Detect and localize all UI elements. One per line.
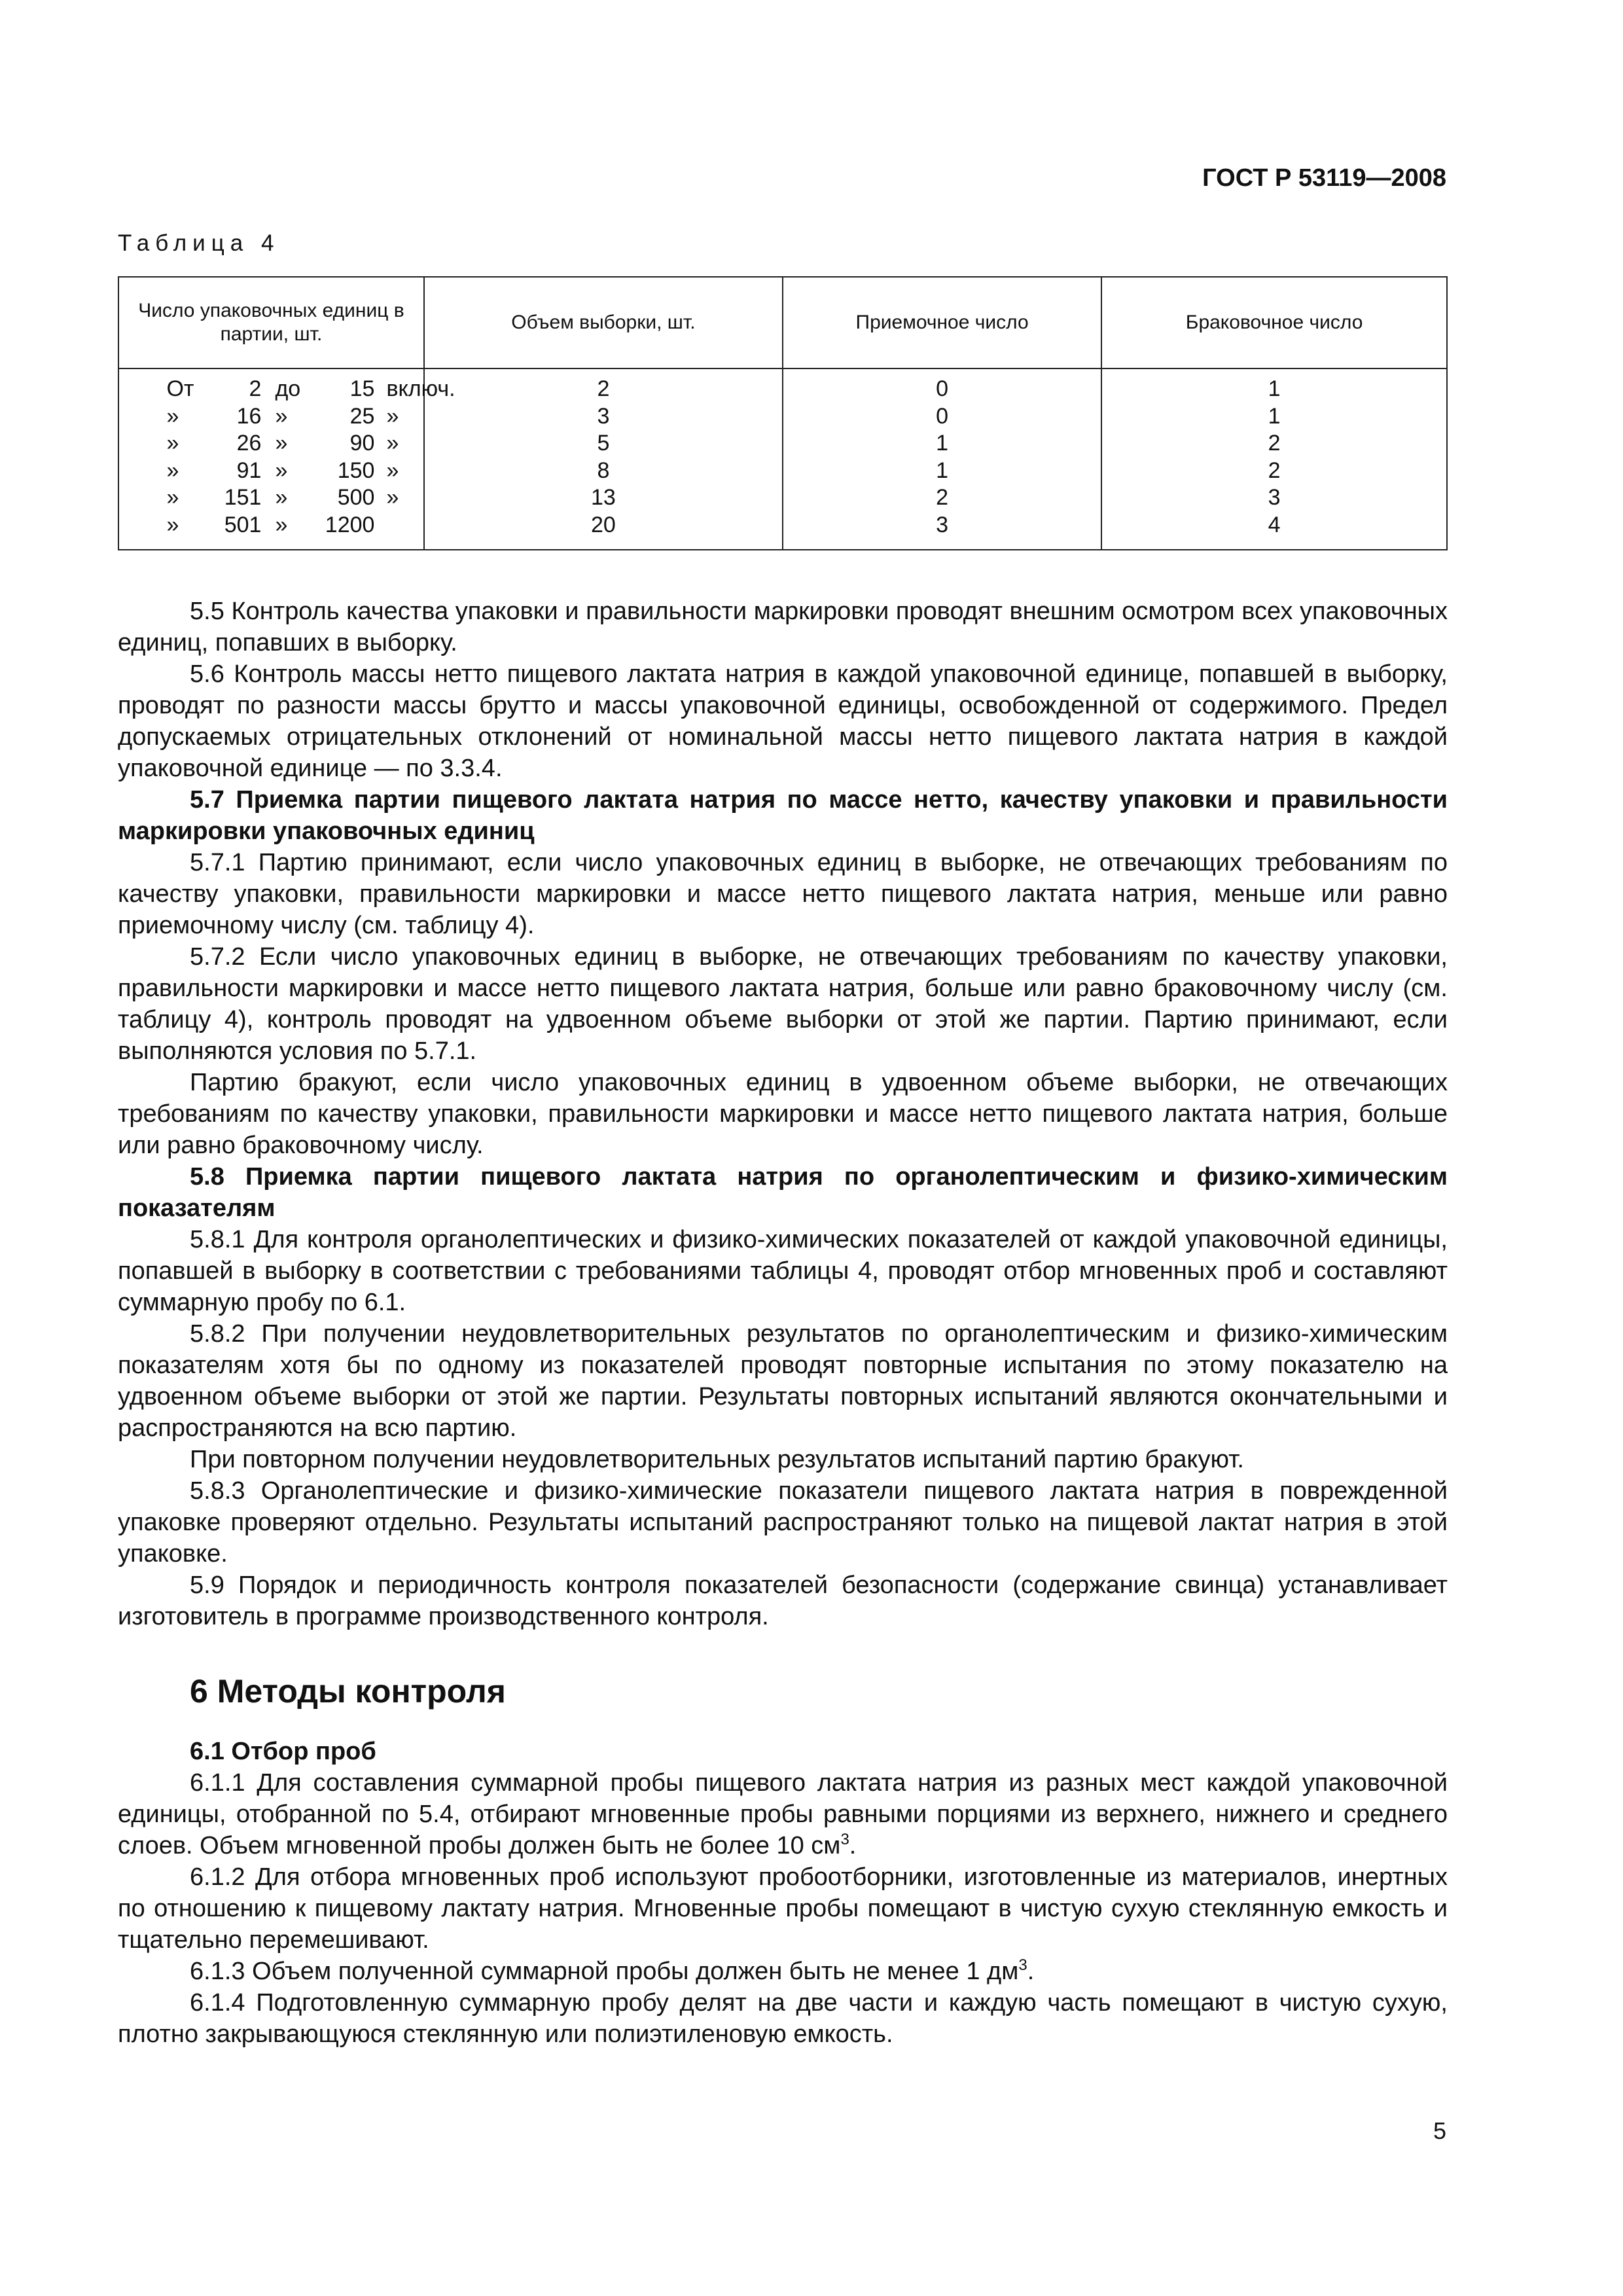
lot-suffix: » [386, 403, 399, 429]
lot-to: 150 [337, 457, 375, 483]
paragraph-5-7-2: 5.7.2 Если число упаковочных единиц в выборке, не отвечающих требованиям по качеству упаковки, правильности маркировки и массе нетто пищевого лактата натрия, больше или равно браковочному числу (см. таблицу 4), контроль проводят на удвоенном объеме выборки от этой же партии. Партию принимают, если выполняются условия по 5.7.1. [118, 943, 1448, 1065]
paragraph-5-7-2-reject: Партию бракуют, если число упаковочных единиц в удвоенном объеме выборки, не отвечающих требованиям по качеству упаковки, правильности маркировки и массе нетто пищевого лактата натрия, больше или равно браковочному числу. [118, 1069, 1448, 1159]
lot-suffix: включ. [386, 376, 455, 401]
table-header-sample-size: Объем выборки, шт. [424, 277, 783, 368]
paragraph-6-1-4: 6.1.4 Подготовленную суммарную пробу делят на две части и каждую часть помещают в чистую сухую, плотно закрывающуюся стеклянную или полиэтиленовую емкость. [118, 1989, 1448, 2048]
sample-size-value: 2 [597, 376, 610, 401]
table-header-row [118, 277, 1447, 368]
paragraph-5-6: 5.6 Контроль массы нетто пищевого лактата натрия в каждой упаковочной единице, попавшей в выборку, проводят по разности массы брутто и массы упаковочной единицы, освобожденной от содержимого. Предел допускаемых отрицательных отклонений от номинальной массы нетто пищевого лактата натрия в каждой упаковочной единице — по 3.3.4. [118, 660, 1448, 782]
lot-mid: » [275, 431, 288, 456]
lot-mid: » [275, 457, 288, 483]
lot-from: 16 [236, 403, 262, 429]
lot-range-row [153, 430, 399, 457]
sample-size-value: 8 [597, 457, 610, 483]
lot-prefix: » [166, 457, 179, 483]
sample-size-value: 3 [597, 403, 610, 429]
lot-size-cell [118, 368, 455, 550]
rejection-number-value: 1 [1268, 403, 1281, 429]
paragraph-5-9: 5.9 Порядок и периодичность контроля показателей безопасности (содержание свинца) устанавливает изготовитель в программе производственного контроля. [118, 1571, 1448, 1630]
rejection-number-value: 2 [1268, 457, 1281, 483]
paragraph-5-8-2: 5.8.2 При получении неудовлетворительных результатов по органолептическим и физико-химическим показателям хотя бы по одному из показателей проводят повторные испытания по этому показателю на удвоенном объеме выборки от этой же партии. Результаты повторных испытаний являются окончательными и распространяются на всю партию. [118, 1320, 1448, 1442]
sample-size-cell [424, 368, 783, 550]
lot-mid: » [275, 512, 288, 537]
document-header: ГОСТ Р 53119—2008 [1202, 164, 1446, 192]
sample-size-value: 13 [591, 485, 616, 510]
acceptance-number-value: 3 [936, 512, 949, 537]
lot-range-row [153, 512, 389, 539]
rejection-number-value: 1 [1268, 376, 1281, 401]
paragraph-5-7-1: 5.7.1 Партию принимают, если число упаковочных единиц в выборке, не отвечающих требованиям по качеству упаковки, правильности маркировки и массе нетто пищевого лактата натрия, меньше или равно приемочному числу (см. таблицу 4). [118, 849, 1448, 939]
lot-range-row [153, 484, 399, 512]
lot-range-row [153, 457, 399, 485]
lot-from: 501 [224, 512, 262, 537]
lot-prefix: » [166, 512, 179, 537]
section-heading-5-7: 5.7 Приемка партии пищевого лактата натрия по массе нетто, качеству упаковки и правильности маркировки упаковочных единиц [118, 786, 1448, 845]
rejection-number-cell [1101, 368, 1447, 550]
paragraph-6-1-1-text: 6.1.1 Для составления суммарной пробы пищевого лактата натрия из разных мест каждой упаковочной единицы, отобранной по 5.4, отбирают мгновенные пробы равными порциями из верхнего, нижнего и среднего слоев. Объем мгновенной пробы должен быть не более 10 см [118, 1769, 1448, 1859]
rejection-number-value: 3 [1268, 485, 1281, 510]
table-caption: Таблица 4 [118, 230, 280, 256]
paragraph-5-8-1: 5.8.1 Для контроля органолептических и физико-химических показателей от каждой упаковочной единицы, попавшей в выборку в соответствии с требованиями таблицы 4, проводят отбор мгновенных проб и составляют суммарную пробу по 6.1. [118, 1226, 1448, 1316]
acceptance-number-value: 0 [936, 403, 949, 429]
lot-to: 90 [349, 431, 375, 456]
table-header-lot-size: Число упаковочных единиц в партии, шт. [118, 277, 424, 368]
rejection-number-value: 2 [1268, 431, 1281, 456]
lot-from: 151 [224, 485, 262, 510]
lot-suffix: » [386, 431, 399, 456]
acceptance-number-cell [783, 368, 1101, 550]
lot-prefix: » [166, 403, 179, 429]
paragraph-6-1-3-text: 6.1.3 Объем полученной суммарной пробы должен быть не менее 1 дм [190, 1958, 1019, 1985]
acceptance-number-value: 1 [936, 431, 949, 456]
lot-mid: до [275, 376, 301, 401]
page-number: 5 [1433, 2117, 1446, 2144]
table-header-acceptance-number: Приемочное число [783, 277, 1101, 368]
lot-mid: » [275, 403, 288, 429]
section-heading-5-8: 5.8 Приемка партии пищевого лактата натрия по органолептическим и физико-химическим показателям [118, 1163, 1448, 1222]
acceptance-number-value: 1 [936, 457, 949, 483]
paragraph-6-1-1-end: . [849, 1832, 857, 1859]
rejection-number-value: 4 [1268, 512, 1281, 537]
paragraph-6-1-1 [118, 1767, 1448, 1861]
acceptance-number-value: 2 [936, 485, 949, 510]
table-header-rejection-number: Браковочное число [1101, 277, 1447, 368]
paragraph-6-1-2: 6.1.2 Для отбора мгновенных проб используют пробоотборники, изготовленные из материалов, инертных по отношению к пищевому лактату натрия. Мгновенные пробы помещают в чистую сухую стеклянную емкость и тщательно перемешивают. [118, 1863, 1448, 1954]
lot-mid: » [275, 485, 288, 510]
subsection-heading-6-1: 6.1 Отбор проб [190, 1738, 376, 1765]
lot-suffix: » [386, 485, 399, 510]
paragraph-6-1-3-end: . [1027, 1958, 1035, 1985]
table-4 [118, 276, 1448, 550]
section-heading-6: 6 Методы контроля [190, 1673, 506, 1710]
acceptance-number-value: 0 [936, 376, 949, 401]
lot-to: 500 [337, 485, 375, 510]
lot-prefix: » [166, 485, 179, 510]
lot-to: 25 [349, 403, 375, 429]
lot-from: 91 [236, 457, 262, 483]
paragraph-5-5: 5.5 Контроль качества упаковки и правильности маркировки проводят внешним осмотром всех упаковочных единиц, попавших в выборку. [118, 598, 1448, 656]
lot-range-row [153, 403, 399, 431]
paragraph-6-1-3 [118, 1956, 1448, 1987]
lot-prefix: От [166, 376, 194, 401]
superscript: 3 [1018, 1956, 1027, 1974]
sample-size-value: 20 [591, 512, 616, 537]
paragraph-5-8-2-repeat: При повторном получении неудовлетворительных результатов испытаний партию бракуют. [190, 1446, 1244, 1473]
superscript: 3 [840, 1831, 849, 1848]
lot-from: 26 [236, 431, 262, 456]
lot-from: 2 [249, 376, 262, 401]
table-body-row [118, 368, 1447, 550]
document-body [118, 596, 1448, 2050]
lot-range-row [153, 376, 455, 403]
lot-size-list [153, 376, 455, 539]
lot-to: 15 [349, 376, 375, 401]
lot-prefix: » [166, 431, 179, 456]
lot-to: 1200 [325, 512, 375, 537]
sample-size-value: 5 [597, 431, 610, 456]
lot-suffix: » [386, 457, 399, 483]
paragraph-5-8-3: 5.8.3 Органолептические и физико-химические показатели пищевого лактата натрия в поврежденной упаковке проверяют отдельно. Результаты испытаний распространяют только на пищевой лактат натрия в этой упаковке. [118, 1477, 1448, 1568]
